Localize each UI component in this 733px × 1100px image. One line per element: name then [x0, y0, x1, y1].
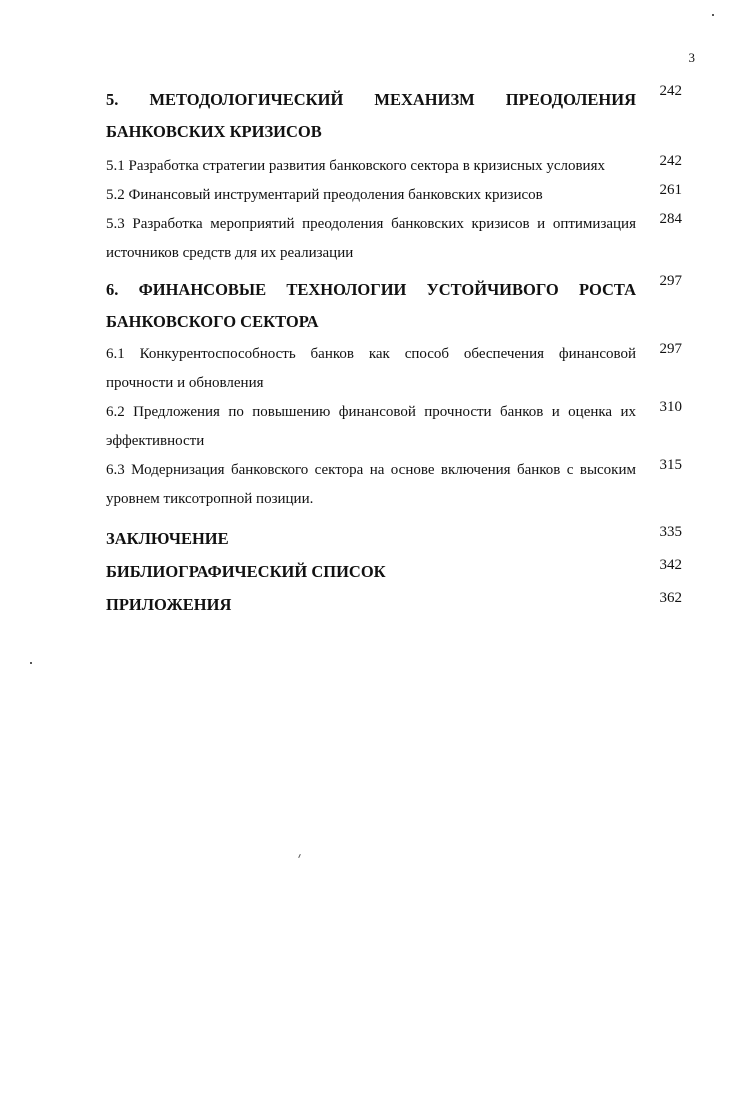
toc-section-6-2 [106, 398, 682, 456]
toc-back-matter [106, 522, 682, 621]
toc-chapter-6 [106, 274, 682, 338]
toc-section-title: 5.1 Разработка стратегии развития банковского сектора в кризисных условиях [106, 158, 605, 174]
toc-section-title: 6.3 Модернизация банковского сектора на основе включения банков с высоким уровнем тиксотропной позиции. [106, 462, 636, 507]
toc-conclusion [106, 522, 682, 555]
toc-chapter-title: ПРИЛОЖЕНИЯ [106, 595, 232, 614]
toc-section-title: 5.3 Разработка мероприятий преодоления банковских кризисов и оптимизация источников средств для их реализации [106, 216, 636, 261]
page-number: 3 [688, 50, 695, 65]
toc-chapter-title: 5. МЕТОДОЛОГИЧЕСКИЙ МЕХАНИЗМ ПРЕОДОЛЕНИЯ БАНКОВСКИХ КРИЗИСОВ [106, 90, 636, 141]
toc-page-number: 284 [659, 211, 682, 227]
toc-chapter-title: 6. ФИНАНСОВЫЕ ТЕХНОЛОГИИ УСТОЙЧИВОГО РОСТА БАНКОВСКОГО СЕКТОРА [106, 280, 636, 331]
toc-page-number: 297 [659, 273, 682, 289]
table-of-contents [106, 84, 682, 621]
toc-page-number: 261 [659, 182, 682, 198]
toc-section-6-1 [106, 340, 682, 398]
scan-speck [298, 854, 301, 858]
toc-section-title: 6.1 Конкурентоспособность банков как способ обеспечения финансовой прочности и обновления [106, 346, 636, 391]
toc-chapter-title: ЗАКЛЮЧЕНИЕ [106, 529, 229, 548]
toc-section-title: 6.2 Предложения по повышению финансовой прочности банков и оценка их эффективности [106, 404, 636, 449]
toc-page-number: 297 [659, 341, 682, 357]
toc-bibliography [106, 555, 682, 588]
toc-page-number: 342 [659, 557, 682, 573]
toc-page-number: 310 [659, 399, 682, 415]
scan-speck [712, 14, 714, 16]
scan-speck [30, 662, 32, 664]
toc-page-number: 335 [659, 524, 682, 540]
toc-page-number: 362 [659, 590, 682, 606]
toc-section-5-1 [106, 152, 682, 181]
toc-page-number: 315 [659, 457, 682, 473]
toc-section-5-2 [106, 181, 682, 210]
toc-section-title: 5.2 Финансовый инструментарий преодоления банковских кризисов [106, 187, 543, 203]
toc-chapter-5 [106, 84, 682, 148]
toc-page-number: 242 [659, 83, 682, 99]
toc-page-number: 242 [659, 153, 682, 169]
toc-section-6-3 [106, 456, 682, 514]
toc-chapter-title: БИБЛИОГРАФИЧЕСКИЙ СПИСОК [106, 562, 386, 581]
toc-section-5-3 [106, 210, 682, 268]
toc-appendices [106, 588, 682, 621]
